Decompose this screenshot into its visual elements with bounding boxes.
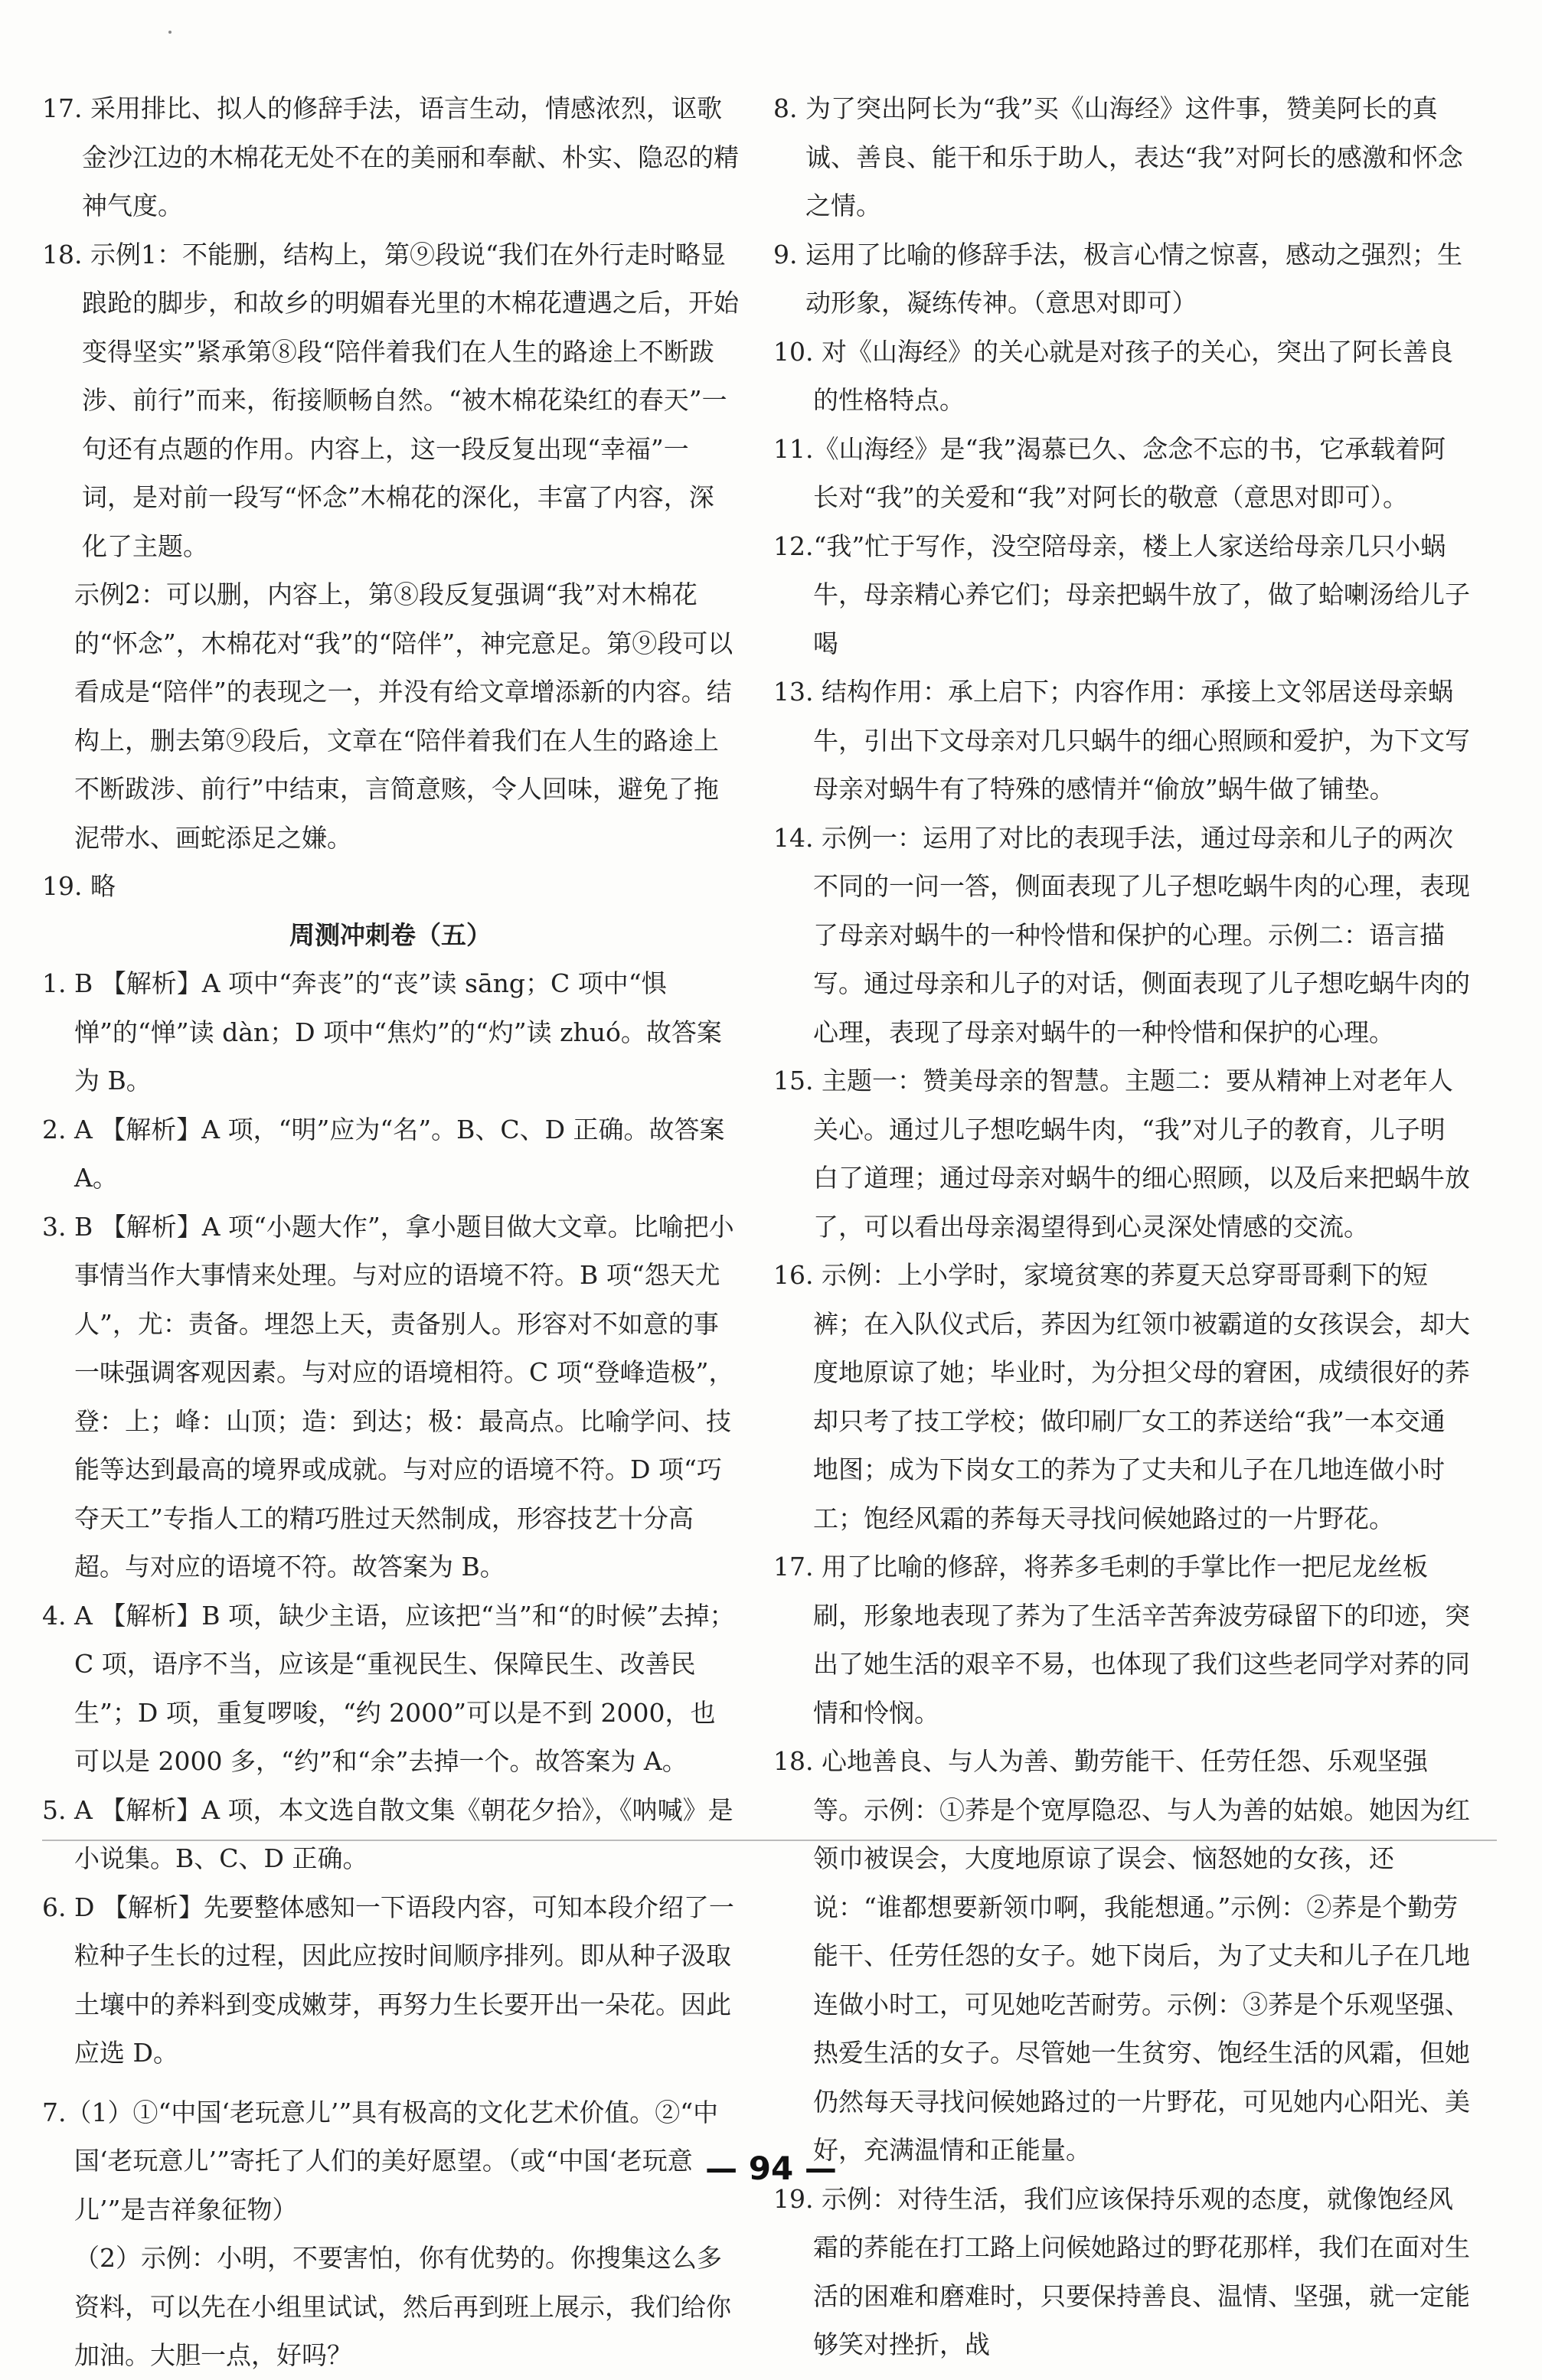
answer-13: 13. 结构作用：承上启下；内容作用：承接上文邻居送母亲蜗牛，引出下文母亲对几只蜗牛的细心照顾和爱护，为下文写母亲对蜗牛有了特殊的感情并“偷放”蜗牛做了铺垫。 (773, 677, 1470, 804)
answer-7-part-1: 7.（1）①“中国‘老玩意儿’”具有极高的文化艺术价值。②“中国‘老玩意儿’”寄托了人们的美好愿望。（或“中国‘老玩意儿’”是吉祥象征物） (42, 2097, 719, 2225)
answer-16: 16. 示例：上小学时，家境贫寒的荞夏天总穿哥哥剩下的短裤；在入队仪式后，荞因为红领巾被霸道的女孩误会，却大度地原谅了她；毕业时，为分担父母的窘困，成绩很好的荞却只考了技工学校；做印刷厂女工的荞送给“我”一本交通地图；成为下岗女工的荞为了丈夫和儿子在几地连做小时工；饱经风霜的荞每天寻找问候她路过的一片野花。 (773, 1260, 1470, 1533)
answer-4: 4. A 【解析】B 项，缺少主语，应该把“当”和“的时候”去掉；C 项，语序不当，应该是“重视民生、保障民生、改善民生”；D 项，重复啰唆，“约 2000”可以是不到 2000，也可以是 2000 多，“约”和“余”去掉一个。故答案为 A。 (42, 1600, 735, 1776)
answer-15: 15. 主题一：赞美母亲的智慧。主题二：要从精神上对老年人关心。通过儿子想吃蜗牛肉，“我”对儿子的教育，儿子明白了道理；通过母亲对蜗牛的细心照顾，以及后来把蜗牛放了，可以看出母亲渴望得到心灵深处情感的交流。 (773, 1066, 1470, 1242)
page-number: — 94 — (705, 2150, 837, 2187)
answer-11: 11.《山海经》是“我”渴慕已久、念念不忘的书，它承载着阿长对“我”的关爱和“我”对阿长的敬意（意思对即可）。 (773, 433, 1446, 512)
answer-19: 19. 示例：对待生活，我们应该保持乐观的态度，就像饱经风霜的荞能在打工路上问候她路过的野花那样，我们在面对生活的困难和磨难时，只要保持善良、温情、坚强，就一定能够笑对挫折，战 (773, 2183, 1470, 2359)
answer-17: 17. 采用排比、拟人的修辞手法，语言生动，情感浓烈，讴歌金沙江边的木棉花无处不在的美丽和奉献、朴实、隐忍的精神气度。 (42, 93, 739, 220)
scan-speck (168, 31, 172, 34)
column-divider (42, 1840, 1497, 1841)
answer-1: 1. B 【解析】A 项中“奔丧”的“丧”读 sāng；C 项中“惧惮”的“惮”读 dàn；D 项中“焦灼”的“灼”读 zhuó。故答案为 B。 (42, 968, 722, 1095)
answer-9: 9. 运用了比喻的修辞手法，极言心情之惊喜，感动之强烈；生动形象，凝练传神。（意思对即可） (773, 239, 1462, 318)
left-column (42, 84, 739, 2380)
answer-12: 12.“我”忙于写作，没空陪母亲，楼上人家送给母亲几只小蜗牛，母亲精心养它们；母亲把蜗牛放了，做了蛤喇汤给儿子喝 (773, 531, 1470, 658)
answer-8: 8. 为了突出阿长为“我”买《山海经》这件事，赞美阿长的真诚、善良、能干和乐于助人，表达“我”对阿长的感激和怀念之情。 (773, 93, 1463, 220)
answer-19: 19. 略 (42, 871, 116, 901)
answer-7-part-2: （2）示例：小明，不要害怕，你有优势的。你搜集这么多资料，可以先在小组里试试，然后再到班上展示，我们给你加油。大胆一点，好吗？ (74, 2243, 731, 2370)
right-column (773, 84, 1470, 2369)
answer-14: 14. 示例一：运用了对比的表现手法，通过母亲和儿子的两次不同的一问一答，侧面表现了儿子想吃蜗牛肉的心理，表现了母亲对蜗牛的一种怜惜和保护的心理。示例二：语言描写。通过母亲和儿子的对话，侧面表现了儿子想吃蜗牛肉的心理，表现了母亲对蜗牛的一种怜惜和保护的心理。 (773, 822, 1470, 1047)
answer-18-example-1: 18. 示例1：不能删，结构上，第⑨段说“我们在外行走时略显踉跄的脚步，和故乡的明媚春光里的木棉花遭遇之后，开始变得坚实”紧承第⑧段“陪伴着我们在人生的路途上不断跋涉、前行”而来，衔接顺畅自然。“被木棉花染红的春天”一句还有点题的作用。内容上，这一段反复出现“幸福”一词，是对前一段写“怀念”木棉花的深化，丰富了内容，深化了主题。 (42, 239, 739, 561)
answer-18: 18. 心地善良、与人为善、勤劳能干、任劳任怨、乐观坚强等。示例：①荞是个宽厚隐忍、与人为善的姑娘。她因为红领巾被误会，大度地原谅了误会、恼怒她的女孩，还说：“谁都想要新领巾啊，我能想通。”示例：②荞是个勤劳能干、任劳任怨的女子。她下岗后，为了丈夫和儿子在几地连做小时工，可见她吃苦耐劳。示例：③荞是个乐观坚强、热爱生活的女子。尽管她一生贫穷、饱经生活的风霜，但她仍然每天寻找问候她路过的一片野花，可见她内心阳光、美好，充满温情和正能量。 (773, 1746, 1470, 2165)
answer-2: 2. A 【解析】A 项，“明”应为“名”。B、C、D 正确。故答案 A。 (42, 1114, 725, 1193)
answer-6: 6. D 【解析】先要整体感知一下语段内容，可知本段介绍了一粒种子生长的过程，因此应按时间顺序排列。即从种子汲取土壤中的养料到变成嫩芽，再努力生长要开出一朵花。因此应选 D。 (42, 1892, 734, 2068)
section-title: 周测冲刺卷（五） (289, 919, 492, 950)
answer-18-example-2: 示例2：可以删，内容上，第⑧段反复强调“我”对木棉花的“怀念”，木棉花对“我”的“陪伴”，神完意足。第⑨段可以看成是“陪伴”的表现之一，并没有给文章增添新的内容。结构上，删去第⑨段后，文章在“陪伴着我们在人生的路途上不断跋涉、前行”中结束，言简意赅，令人回味，避免了拖泥带水、画蛇添足之嫌。 (74, 579, 733, 853)
answer-10: 10. 对《山海经》的关心就是对孩子的关心，突出了阿长善良的性格特点。 (773, 336, 1453, 415)
answer-17: 17. 用了比喻的修辞，将荞多毛刺的手掌比作一把尼龙丝板刷，形象地表现了荞为了生活辛苦奔波劳碌留下的印迹，突出了她生活的艰辛不易，也体现了我们这些老同学对荞的同情和怜悯。 (773, 1552, 1470, 1728)
answer-5: 5. A 【解析】A 项，本文选自散文集《朝花夕拾》，《呐喊》是小说集。B、C、D 正确。 (42, 1794, 733, 1873)
answer-3: 3. B 【解析】A 项“小题大作”，拿小题目做大文章。比喻把小事情当作大事情来处理。与对应的语境不符。B 项“怨天尤人”，尤：责备。埋怨上天，责备别人。形容对不如意的事一味强调客观因素。与对应的语境相符。C 项“登峰造极”，登：上；峰：山顶；造：到达；极：最高点。比喻学问、技能等达到最高的境界或成就。与对应的语境不符。D 项“巧夺天工”专指人工的精巧胜过天然制成，形容技艺十分高超。与对应的语境不符。故答案为 B。 (42, 1211, 734, 1582)
